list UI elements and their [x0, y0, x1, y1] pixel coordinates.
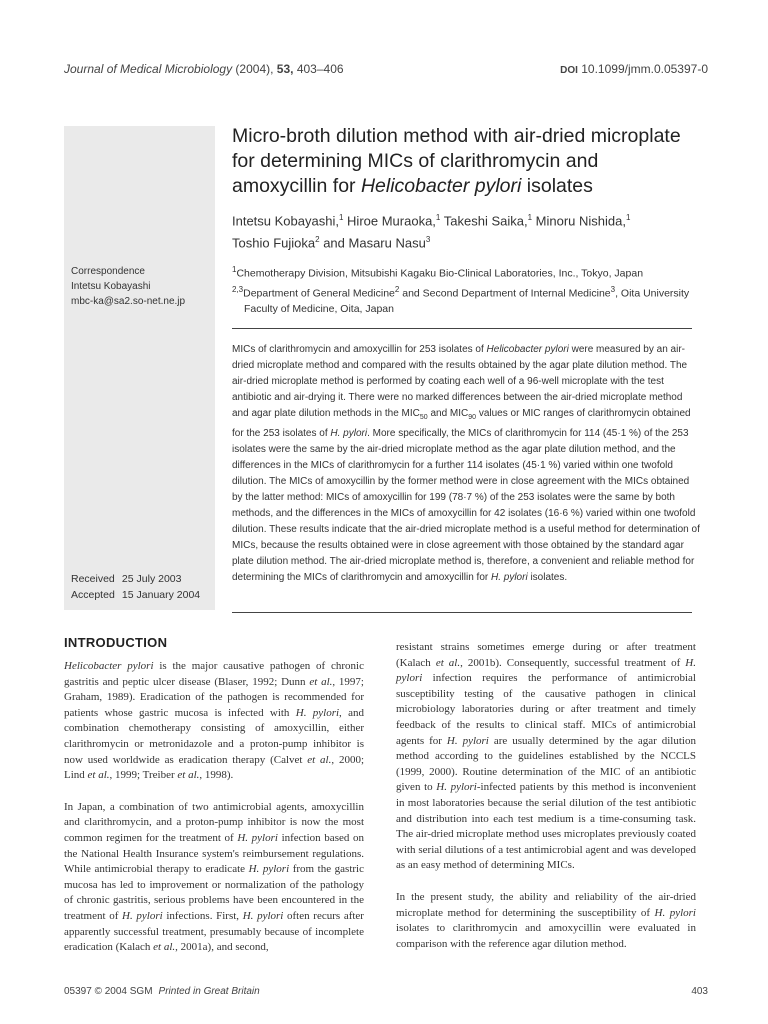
affiliation-text: , Oita University	[615, 287, 690, 300]
affiliation-text: Faculty of Medicine, Oita, Japan	[244, 302, 394, 315]
title-organism: Helicobacter pylori	[360, 175, 522, 197]
author-affil-mark: 1	[527, 213, 533, 222]
author: Intetsu Kobayashi,	[232, 213, 339, 229]
italic-text: et al.	[309, 675, 333, 688]
author-affil-mark: 1	[435, 213, 441, 222]
affil-mark: 2,3	[232, 285, 244, 294]
divider	[232, 328, 692, 329]
article-title	[232, 124, 712, 199]
author: Minoru Nishida,	[535, 213, 626, 229]
abstract-text: isolates.	[527, 572, 568, 583]
paragraph	[64, 659, 364, 784]
body-text: are usually determined by the agar dilution method according to the guidelines established by the NCCLS (1999, 2000). Routine determination of the MIC of an antibiotic given to	[396, 734, 696, 794]
body-text: , 1998).	[199, 769, 234, 782]
footer-code: 05397 © 2004 SGM	[64, 986, 153, 997]
title-line-3-post: isolates	[521, 175, 593, 197]
received-date: 25 July 2003	[121, 573, 182, 585]
divider	[232, 612, 692, 613]
body-text: , 2000; Lind	[64, 753, 365, 782]
author-affil-mark: 1	[338, 213, 344, 222]
author: Hiroe Muraoka,	[347, 213, 436, 229]
correspondence-email: mbc-ka@sa2.so-net.ne.jp	[71, 296, 186, 307]
italic-text: H. pylori	[237, 831, 278, 844]
body-text: infection requires the performance of antimicrobial susceptibility testing of the causative pathogen in clinical microbiology laboratories during or after treatment and timely feedback of the results to clinical staff. MICs of antimicrobial agents for	[396, 672, 696, 747]
author-conjunction: and	[323, 235, 345, 251]
journal-year: (2004),	[235, 62, 274, 76]
title-line-2: for determining MICs of clarithromycin and	[232, 150, 599, 172]
affiliation-text: Chemotherapy Division, Mitsubishi Kagaku Bio-Clinical Laboratories, Inc., Tokyo, Japan	[236, 267, 644, 280]
abstract-italic: H. pylori	[490, 572, 528, 583]
author-affil-mark: 3	[425, 235, 431, 245]
correspondence-name: Intetsu Kobayashi	[71, 281, 151, 292]
journal-pages: 403–406	[296, 62, 344, 76]
footer-printed: Printed in Great Britain	[158, 986, 260, 997]
author: Masaru Nasu	[348, 235, 426, 251]
body-text: often recurs after apparently successful treatment, presumably because of incomplete eradication (Kalach	[64, 909, 364, 954]
sidebar-panel	[64, 126, 215, 610]
body-text: In the present study, the ability and reliability of the air-dried microplate method for determining the susceptibility of	[396, 890, 696, 919]
section-heading: INTRODUCTION	[64, 635, 168, 650]
italic-text: et al.	[153, 941, 176, 954]
abstract-text: values or MIC ranges of clarithromycin obtained for the 253 isolates of	[232, 408, 691, 439]
doi	[560, 62, 708, 76]
journal-name: Journal of Medical Microbiology	[64, 62, 233, 76]
italic-text: H. pylori	[242, 909, 284, 922]
author-affil-mark: 1	[626, 213, 631, 222]
body-text: , and combination chemotherapy consisting of amoxycillin, either clarithromycin or metronidazole and a proton-pump inhibitor is now used worldwide as eradication therapy (Calvet	[64, 706, 364, 766]
body-text: infection based on the National Health Insurance system's reimbursement regulations. While antimicrobial therapy to eradicate	[64, 831, 364, 876]
body-text: infections. First,	[162, 909, 243, 922]
author: Toshio Fujioka	[232, 235, 316, 251]
body-column-right	[396, 640, 696, 968]
paragraph	[396, 890, 696, 952]
received-label: Received	[71, 573, 115, 585]
abstract	[232, 342, 700, 586]
affil-mark: 3	[610, 285, 616, 294]
body-text: -infected patients by this method is inconvenient in most laboratories because the serial dilution of the test antibiotic and distribution into each test medium is a time-consuming task. The air-dried microplate method uses microplates previously coated with serial dilutions of a test antimicrobial agent and was developed as an easy method of determining MICs.	[396, 781, 696, 872]
abstract-subscript: 90	[468, 414, 477, 421]
body-column-left	[64, 659, 364, 972]
affiliation-text: and Second Department of Internal Medicine	[399, 287, 611, 300]
affil-mark: 1	[232, 265, 237, 274]
affil-mark: 2	[394, 285, 400, 294]
abstract-italic: Helicobacter pylori	[486, 344, 569, 355]
affiliation-text: Department of General Medicine	[243, 287, 395, 300]
article-dates	[71, 571, 200, 603]
italic-text: Helicobacter pylori	[64, 660, 154, 672]
journal-citation	[64, 62, 344, 76]
author-affil-mark: 2	[315, 235, 320, 245]
body-text: In Japan, a combination of two antimicrobial agents, amoxycillin and clarithromycin, and a proton-pump inhibitor is now the most common regimen for the treatment of	[64, 800, 364, 844]
affiliation-1	[232, 262, 702, 282]
italic-text: et al.	[87, 769, 110, 782]
paragraph	[64, 800, 364, 956]
doi-label: DOI	[560, 65, 578, 76]
italic-text: et al.	[435, 656, 461, 669]
affiliation-2	[232, 282, 702, 317]
italic-text: H. pylori	[436, 781, 477, 794]
accepted-date: 15 January 2004	[121, 589, 201, 601]
received-row	[71, 571, 200, 587]
abstract-text: . More specifically, the MICs of clarithromycin for 114 (45·1 %) of the 253 isolates were the same by the air-dried microplate method as the agar plate dilution method, and the differences in the MICs of clarithromycin for a further 114 isolates (45·1 %) varied within one twofold dilution. The MICs of amoxycillin by the former method were in close agreement with the MICs obtained by the latter method: MICs of amoxycillin for 199 (78·7 %) of the 253 isolates were the same by both methods, and the differences in the MICs of amoxycillin for 42 isolates (16·6 %) varied within one twofold dilution. These results indicate that the air-dried microplate method is a useful method for determination of MICs, because the results obtained were in close agreement with those obtained by the standard agar plate dilution method. The air-dried microplate method is, therefore, a convenient and reliable method for determining the MICs of clarithromycin and amoxycillin for	[232, 428, 700, 583]
abstract-text: and MIC	[427, 408, 469, 419]
abstract-italic: H. pylori	[330, 428, 368, 439]
abstract-subscript: 50	[419, 414, 428, 421]
body-text: resistant strains sometimes emerge during or after treatment (Kalach	[396, 641, 696, 669]
italic-text: H. pylori	[446, 734, 489, 747]
italic-text: H. pylori	[248, 863, 290, 876]
correspondence-label: Correspondence	[71, 266, 145, 277]
body-text: is the major causative pathogen of chronic gastritis and peptic ulcer disease (Blaser, 1992; Dunn	[64, 660, 364, 688]
author: Takeshi Saika,	[443, 213, 528, 229]
author-list	[232, 208, 702, 253]
italic-text: et al.	[307, 753, 332, 766]
accepted-label: Accepted	[71, 589, 115, 601]
italic-text: et al.	[177, 769, 200, 782]
accepted-row	[71, 587, 200, 603]
title-line-3	[232, 174, 712, 199]
body-text: , 2001b). Consequently, successful treatment of	[460, 656, 686, 669]
italic-text: H. pylori	[122, 909, 163, 922]
title-line-3-pre: amoxycillin for	[232, 175, 361, 197]
body-text: , 2001a), and second,	[175, 941, 269, 954]
abstract-text: were measured by an air-dried microplate method and compared with the results obtained by the agar plate dilution method. The air-dried microplate method is performed by coating each well of a 96-well microplate with the test antibiotic and air-drying it. There were no marked differences between the air-dried microplate method and agar plate dilution methods in the MIC	[232, 344, 688, 419]
body-text: , 1999; Treiber	[109, 769, 178, 782]
body-text: from the gastric mucosa has led to improvement or normalization of the pathology of chronic gastritis, serious problems have been encountered in the treatment of	[64, 863, 364, 922]
footer-copyright	[64, 986, 260, 997]
title-line-1: Micro-broth dilution method with air-dried microplate	[232, 125, 681, 147]
italic-text: H. pylori	[654, 906, 696, 919]
paragraph	[396, 640, 696, 874]
italic-text: H. pylori	[295, 706, 340, 719]
body-text: isolates to clarithromycin and amoxycillin were evaluated in comparison with the reference agar dilution method.	[396, 922, 696, 950]
journal-volume: 53,	[276, 62, 294, 76]
abstract-text: MICs of clarithromycin and amoxycillin for 253 isolates of	[232, 344, 487, 355]
doi-value: 10.1099/jmm.0.05397-0	[581, 62, 708, 76]
page-number: 403	[691, 986, 708, 997]
body-text: , 1997; Graham, 1989). Eradication of the pathogen is recommended for patients whose gastric mucosa is infected with	[64, 675, 364, 719]
italic-text: H. pylori	[396, 656, 696, 685]
